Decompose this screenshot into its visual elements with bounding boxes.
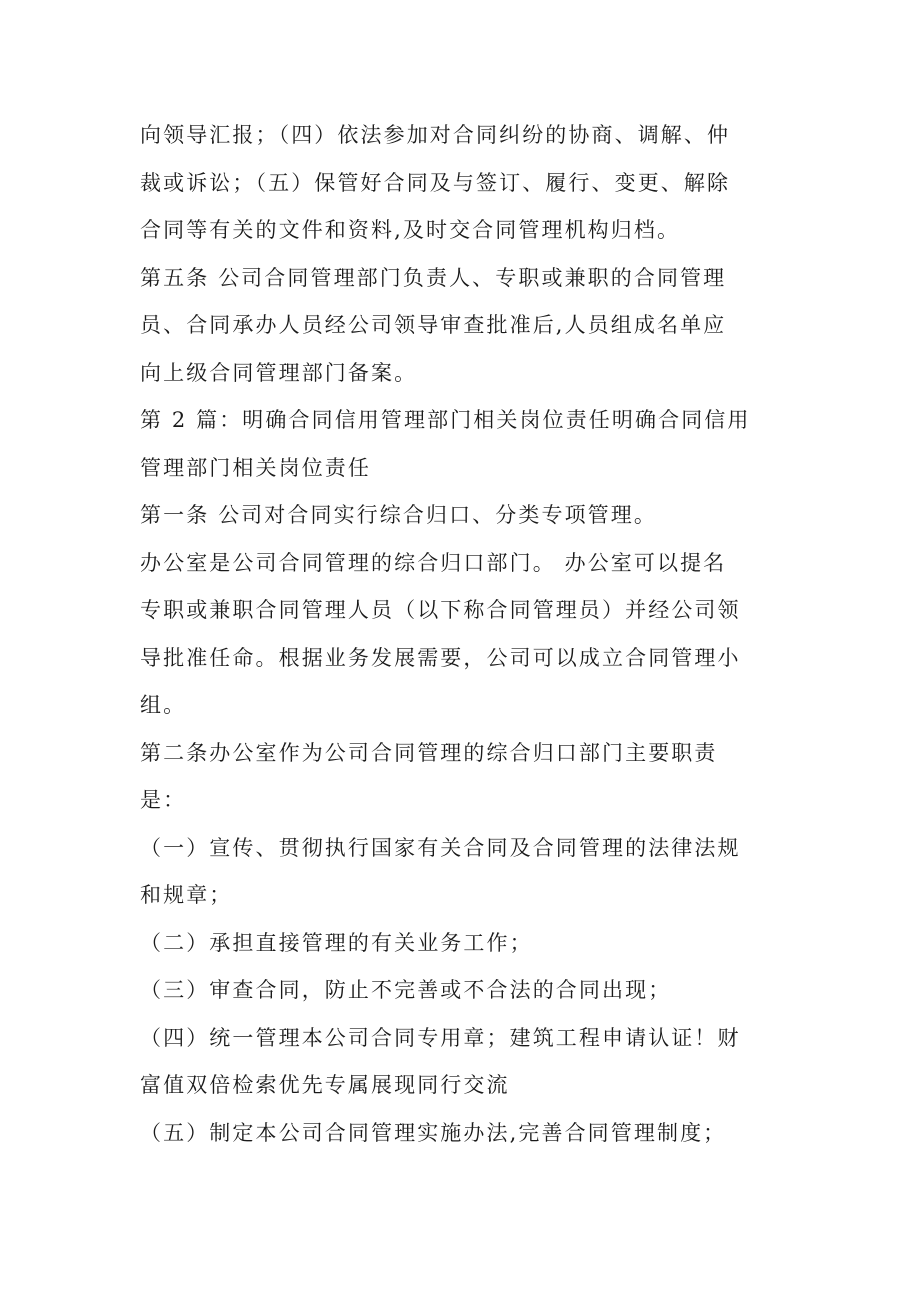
text-line: 向上级合同管理部门备案。 [140,360,418,385]
text-line: （一）宣传、贯彻执行国家有关合同及合同管理的法律法规 [140,835,741,860]
paragraph-article-one [140,492,790,540]
paragraph-article-five [140,255,790,398]
text-line: 组。 [140,693,187,717]
text-line: （四）统一管理本公司合同专用章；建筑工程申请认证！财 [140,1025,741,1050]
paragraph-office-role [140,540,790,730]
text-line: 是： [140,788,187,812]
paragraph-report-to-leaders [140,112,790,255]
text-line: （三）审查合同，防止不完善或不合法的合同出现； [140,978,672,1002]
text-line: （五）制定本公司合同管理实施办法,完善合同管理制度； [140,1120,727,1145]
text-line: 第五条 公司合同管理部门负责人、专职或兼职的合同管理 [140,265,727,290]
text-line: 第二条办公室作为公司合同管理的综合归口部门主要职责 [140,740,718,765]
text-line: 第 2 篇：明确合同信用管理部门相关岗位责任明确合同信用 [140,408,751,432]
list-item-duty-4 [140,1015,790,1110]
text-line: 第一条 公司对合同实行综合归口、分类专项管理。 [140,503,657,527]
text-line: 裁或诉讼；（五）保管好合同及与签订、履行、变更、解除 [140,170,731,195]
text-line: 专职或兼职合同管理人员（以下称合同管理员）并经公司领 [140,598,741,622]
list-item-duty-5 [140,1110,790,1158]
text-line: 办公室是公司合同管理的综合归口部门。 办公室可以提名 [140,550,727,575]
list-item-duty-1 [140,825,790,920]
text-line: 富值双倍检索优先专属展现同行交流 [140,1073,510,1097]
list-item-duty-2 [140,920,790,968]
paragraph-article-two [140,730,790,825]
text-line: 员、合同承办人员经公司领导审查批准后,人员组成名单应 [140,313,727,337]
list-item-duty-3 [140,967,790,1015]
section-heading-part-2 [140,397,790,492]
text-line: 合同等有关的文件和资料,及时交合同管理机构归档。 [140,218,681,242]
text-line: 向领导汇报；（四）依法参加对合同纠纷的协商、调解、仲 [140,123,731,147]
text-line: 导批准任命。根据业务发展需要，公司可以成立合同管理小 [140,645,741,670]
document-body [140,112,790,1157]
text-line: （二）承担直接管理的有关业务工作； [140,930,533,955]
text-line: 和规章； [140,883,233,907]
text-line: 管理部门相关岗位责任 [140,455,371,480]
